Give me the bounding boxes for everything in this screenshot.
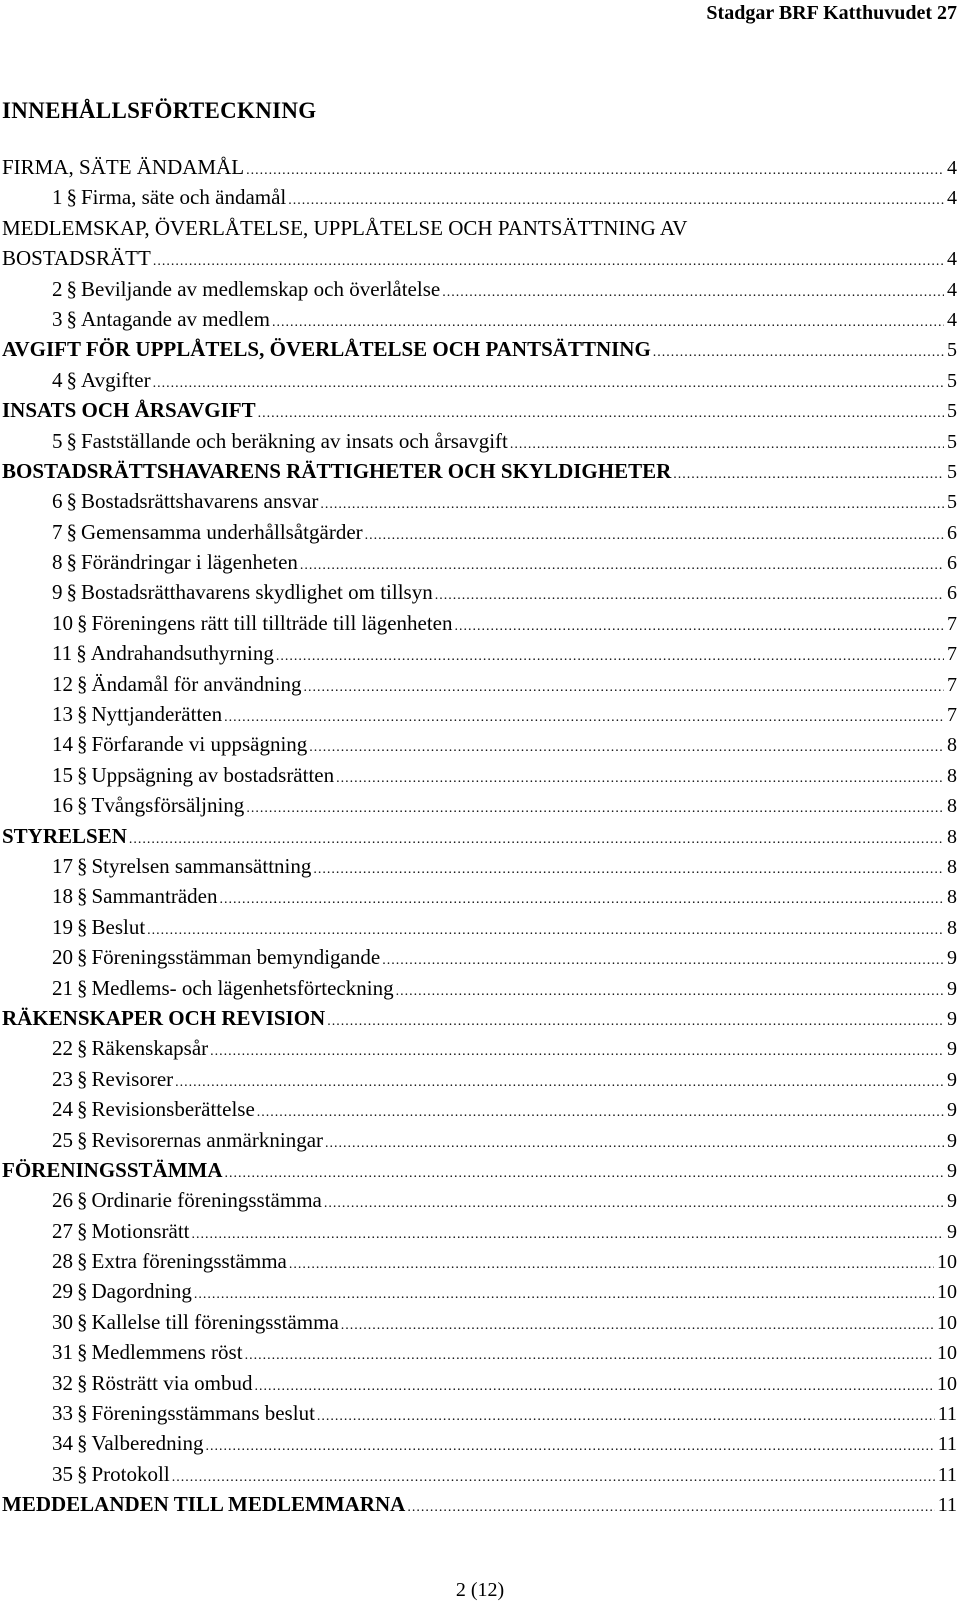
section-number: 8 <box>52 550 63 575</box>
section-title: Revisorer <box>91 1066 174 1091</box>
dot-leader <box>300 558 944 574</box>
section-title: Räkenskapsår <box>91 1036 209 1061</box>
toc-section-entry[interactable] <box>2 1128 957 1158</box>
toc-entry-label <box>52 793 244 818</box>
toc-section-entry[interactable] <box>2 1188 957 1218</box>
toc-chapter-entry[interactable] <box>2 398 957 428</box>
section-number: 11 <box>52 641 73 666</box>
section-title: Medlems- och lägenhetsförteckning <box>91 975 394 1000</box>
section-sign: § <box>66 489 77 514</box>
toc-section-entry[interactable] <box>2 884 957 914</box>
section-number: 24 <box>52 1097 73 1122</box>
toc-entry-label <box>52 185 286 210</box>
toc-page-number: 11 <box>937 1463 957 1486</box>
toc-chapter-entry[interactable] <box>2 1158 957 1188</box>
toc-entry-label <box>52 732 307 757</box>
dot-leader <box>325 1136 944 1152</box>
dot-leader <box>255 1379 935 1395</box>
toc-page-number: 7 <box>947 673 957 696</box>
toc-entry-label: INSATS OCH ÅRSAVGIFT <box>2 398 256 423</box>
toc-page-number: 5 <box>947 400 957 423</box>
section-sign: § <box>66 428 77 453</box>
section-sign: § <box>66 580 77 605</box>
section-sign: § <box>77 914 88 939</box>
section-number: 19 <box>52 914 73 939</box>
toc-entry-label <box>52 641 274 666</box>
toc-page-number: 10 <box>937 1342 957 1365</box>
toc-entry-label <box>52 1249 287 1274</box>
toc-page-number: 8 <box>947 825 957 848</box>
toc-section-entry[interactable] <box>2 277 957 307</box>
section-number: 25 <box>52 1127 73 1152</box>
section-title: Bostadsrättshavarens ansvar <box>81 489 319 514</box>
section-number: 16 <box>52 793 73 818</box>
section-sign: § <box>77 762 88 787</box>
toc-entry-label: BOSTADSRÄTTSHAVARENS RÄTTIGHETER OCH SKYLDIGHETER <box>2 458 672 483</box>
section-title: Revisorernas anmärkningar <box>91 1127 324 1152</box>
toc-chapter-entry[interactable] <box>2 155 957 185</box>
section-number: 34 <box>52 1431 73 1456</box>
toc-heading: INNEHÅLLSFÖRTECKNING <box>2 98 317 123</box>
table-of-contents <box>2 155 957 1523</box>
dot-leader <box>147 923 944 939</box>
toc-page-number: 10 <box>937 1281 957 1304</box>
toc-section-entry[interactable] <box>2 1097 957 1127</box>
dot-leader <box>288 193 944 209</box>
section-title: Förändringar i lägenheten <box>81 550 298 575</box>
toc-section-entry[interactable] <box>2 763 957 793</box>
toc-section-entry[interactable] <box>2 580 957 610</box>
toc-section-entry[interactable] <box>2 1371 957 1401</box>
section-sign: § <box>77 945 88 970</box>
toc-entry-label <box>52 1036 208 1061</box>
toc-page-number: 4 <box>947 278 957 301</box>
dot-leader <box>442 285 944 301</box>
section-number: 32 <box>52 1370 73 1395</box>
dot-leader <box>153 376 944 392</box>
toc-entry-label <box>52 1067 173 1092</box>
dot-leader <box>407 1500 934 1516</box>
toc-page-number: 8 <box>947 916 957 939</box>
toc-page-number: 4 <box>947 308 957 331</box>
running-header: Stadgar BRF Katthuvudet 27 <box>706 2 957 24</box>
dot-leader <box>653 345 944 361</box>
dot-leader <box>258 406 944 422</box>
section-number: 13 <box>52 702 73 727</box>
dot-leader <box>175 1075 944 1091</box>
section-number: 30 <box>52 1309 73 1334</box>
section-title: Ändamål för användning <box>91 671 302 696</box>
toc-section-entry[interactable] <box>2 1431 957 1461</box>
section-title: Gemensamma underhållsåtgärder <box>81 519 363 544</box>
toc-chapter-entry[interactable] <box>2 246 957 276</box>
toc-entry-label <box>52 702 222 727</box>
toc-entry-label <box>52 429 508 454</box>
section-title: Föreningsstämman bemyndigande <box>91 945 381 970</box>
toc-entry-label <box>52 1401 315 1426</box>
toc-page-number: 9 <box>947 1190 957 1213</box>
dot-leader <box>341 1318 934 1334</box>
toc-page-number: 11 <box>937 1433 957 1456</box>
dot-leader <box>327 1014 944 1030</box>
toc-page-number: 5 <box>947 491 957 514</box>
toc-entry-label <box>52 368 151 393</box>
section-title: Andrahandsuthyrning <box>90 641 274 666</box>
section-sign: § <box>77 702 88 727</box>
section-sign: § <box>77 853 88 878</box>
section-number: 26 <box>52 1188 73 1213</box>
section-number: 27 <box>52 1218 73 1243</box>
toc-entry-label <box>52 915 145 940</box>
toc-page-number: 7 <box>947 704 957 727</box>
toc-section-entry[interactable] <box>2 1249 957 1279</box>
toc-page-number: 6 <box>947 582 957 605</box>
section-number: 15 <box>52 762 73 787</box>
toc-section-entry[interactable] <box>2 489 957 519</box>
section-sign: § <box>77 1431 88 1456</box>
section-sign: § <box>77 1340 88 1365</box>
toc-entry-label <box>52 1097 255 1122</box>
dot-leader <box>382 953 944 969</box>
toc-entry-label <box>52 1371 253 1396</box>
dot-leader <box>303 680 944 696</box>
section-title: Uppsägning av bostadsrätten <box>91 762 335 787</box>
section-number: 5 <box>52 428 63 453</box>
toc-chapter-entry[interactable] <box>2 337 957 367</box>
section-sign: § <box>77 1401 88 1426</box>
section-title: Motionsrätt <box>91 1218 190 1243</box>
toc-entry-label <box>52 945 380 970</box>
dot-leader <box>324 1196 944 1212</box>
section-sign: § <box>66 367 77 392</box>
toc-entry-label: RÄKENSKAPER OCH REVISION <box>2 1005 326 1030</box>
dot-leader <box>246 801 944 817</box>
section-sign: § <box>66 306 77 331</box>
section-sign: § <box>77 884 88 909</box>
toc-entry-label <box>52 1340 243 1365</box>
toc-page-number: 5 <box>947 369 957 392</box>
dot-leader <box>365 528 944 544</box>
dot-leader <box>224 710 944 726</box>
dot-leader <box>272 315 944 331</box>
dot-leader <box>435 588 944 604</box>
toc-entry-label <box>52 672 301 697</box>
section-number: 35 <box>52 1461 73 1486</box>
toc-entry-label: AVGIFT FÖR UPPLÅTELS, ÖVERLÅTELSE OCH PANTSÄTTNING <box>2 337 651 362</box>
toc-page-number: 9 <box>947 947 957 970</box>
dot-leader <box>309 740 944 756</box>
toc-entry-label <box>52 763 334 788</box>
section-title: Förfarande vi uppsägning <box>91 732 308 757</box>
toc-page-number: 8 <box>947 734 957 757</box>
toc-section-entry[interactable] <box>2 672 957 702</box>
toc-entry-label: FIRMA, SÄTE ÄNDAMÅL <box>2 155 245 179</box>
section-number: 20 <box>52 945 73 970</box>
toc-page-number: 11 <box>937 1403 957 1426</box>
toc-page-number: 10 <box>937 1372 957 1395</box>
section-number: 1 <box>52 185 63 210</box>
dot-leader <box>225 1166 944 1182</box>
section-title: Rösträtt via ombud <box>91 1370 253 1395</box>
toc-page-number: 9 <box>947 1038 957 1061</box>
toc-section-entry[interactable] <box>2 793 957 823</box>
section-number: 14 <box>52 732 73 757</box>
dot-leader <box>205 1439 934 1455</box>
toc-entry-label: BOSTADSRÄTT <box>2 246 151 271</box>
section-number: 28 <box>52 1249 73 1274</box>
section-sign: § <box>77 671 88 696</box>
dot-leader <box>510 437 944 453</box>
toc-section-entry[interactable] <box>2 854 957 884</box>
toc-page-number: 9 <box>947 1099 957 1122</box>
section-title: Styrelsen sammansättning <box>91 853 312 878</box>
section-number: 3 <box>52 306 63 331</box>
toc-section-entry[interactable] <box>2 368 957 398</box>
toc-entry-label <box>52 489 318 514</box>
section-title: Ordinarie föreningsstämma <box>91 1188 322 1213</box>
dot-leader <box>172 1470 935 1486</box>
toc-page-number: 5 <box>947 339 957 362</box>
toc-section-entry[interactable] <box>2 1279 957 1309</box>
toc-page-number: 4 <box>947 187 957 210</box>
toc-page-number: 7 <box>947 612 957 635</box>
section-sign: § <box>77 1279 88 1304</box>
section-title: Dagordning <box>91 1279 192 1304</box>
toc-page-number: 6 <box>947 552 957 575</box>
toc-section-entry[interactable] <box>2 1036 957 1066</box>
dot-leader <box>192 1227 945 1243</box>
section-title: Kallelse till föreningsstämma <box>91 1309 339 1334</box>
toc-page-number: 4 <box>947 248 957 271</box>
section-sign: § <box>77 1461 88 1486</box>
dot-leader <box>219 892 944 908</box>
toc-section-entry[interactable] <box>2 945 957 975</box>
toc-section-entry[interactable] <box>2 185 957 215</box>
dot-leader <box>194 1287 934 1303</box>
section-sign: § <box>77 1249 88 1274</box>
toc-chapter-entry[interactable] <box>2 824 957 854</box>
section-sign: § <box>77 793 88 818</box>
section-sign: § <box>77 1097 88 1122</box>
section-sign: § <box>77 1036 88 1061</box>
toc-entry-label <box>52 1128 323 1153</box>
toc-entry-label <box>52 1431 203 1456</box>
toc-page-number: 9 <box>947 977 957 1000</box>
toc-page-number: 6 <box>947 521 957 544</box>
toc-section-entry[interactable] <box>2 702 957 732</box>
section-title: Extra föreningsstämma <box>91 1249 287 1274</box>
section-title: Avgifter <box>81 367 151 392</box>
section-number: 10 <box>52 610 73 635</box>
toc-section-entry[interactable] <box>2 641 957 671</box>
section-sign: § <box>77 1127 88 1152</box>
section-sign: § <box>76 641 87 666</box>
section-title: Fastställande och beräkning av insats och årsavgift <box>81 428 508 453</box>
section-sign: § <box>77 610 88 635</box>
section-number: 9 <box>52 580 63 605</box>
dot-leader <box>455 619 945 635</box>
toc-entry-label <box>52 611 453 636</box>
section-title: Antagande av medlem <box>81 306 270 331</box>
section-sign: § <box>66 550 77 575</box>
toc-page-number: 5 <box>947 460 957 483</box>
toc-entry-label <box>52 277 440 302</box>
section-title: Medlemmens röst <box>91 1340 243 1365</box>
dot-leader <box>673 467 944 483</box>
toc-page-number: 10 <box>937 1251 957 1274</box>
toc-section-entry[interactable] <box>2 1310 957 1340</box>
toc-page-number: 8 <box>947 764 957 787</box>
dot-leader <box>257 1105 944 1121</box>
toc-chapter-entry[interactable] <box>2 459 957 489</box>
toc-page-number: 9 <box>947 1159 957 1182</box>
section-sign: § <box>66 519 77 544</box>
section-title: Föreningsstämmans beslut <box>91 1401 315 1426</box>
toc-chapter-entry[interactable] <box>2 1492 957 1522</box>
section-title: Firma, säte och ändamål <box>81 185 287 210</box>
section-title: Revisionsberättelse <box>91 1097 255 1122</box>
toc-section-entry[interactable] <box>2 976 957 1006</box>
section-title: Valberedning <box>91 1431 204 1456</box>
dot-leader <box>153 254 944 270</box>
toc-entry-label <box>52 1462 170 1487</box>
toc-page-number: 7 <box>947 643 957 666</box>
toc-entry-label <box>52 307 270 332</box>
section-title: Tvångsförsäljning <box>91 793 245 818</box>
section-sign: § <box>77 1188 88 1213</box>
section-title: Beslut <box>91 914 146 939</box>
toc-chapter-entry[interactable] <box>2 216 957 246</box>
section-number: 21 <box>52 975 73 1000</box>
toc-page-number: 4 <box>947 157 957 179</box>
toc-page-number: 9 <box>947 1129 957 1152</box>
toc-entry-label: STYRELSEN <box>2 823 127 848</box>
toc-section-entry[interactable] <box>2 732 957 762</box>
toc-entry-label <box>52 884 217 909</box>
section-number: 23 <box>52 1066 73 1091</box>
toc-entry-label <box>52 520 363 545</box>
section-number: 33 <box>52 1401 73 1426</box>
toc-page-number: 9 <box>947 1220 957 1243</box>
toc-page-number: 5 <box>947 430 957 453</box>
toc-entry-label <box>52 854 311 879</box>
toc-entry-label: FÖRENINGSSTÄMMA <box>2 1157 223 1182</box>
section-number: 22 <box>52 1036 73 1061</box>
toc-section-entry[interactable] <box>2 915 957 945</box>
toc-page-number: 8 <box>947 855 957 878</box>
toc-section-entry[interactable] <box>2 429 957 459</box>
section-number: 18 <box>52 884 73 909</box>
dot-leader <box>246 163 944 179</box>
section-number: 29 <box>52 1279 73 1304</box>
toc-chapter-entry[interactable] <box>2 1006 957 1036</box>
toc-page-number: 9 <box>947 1007 957 1030</box>
dot-leader <box>396 984 944 1000</box>
toc-entry-label <box>52 1279 192 1304</box>
section-number: 2 <box>52 276 63 301</box>
section-sign: § <box>66 276 77 301</box>
toc-section-entry[interactable] <box>2 1219 957 1249</box>
section-number: 6 <box>52 489 63 514</box>
section-title: Bostadsrätthavarens skydlighet om tillsyn <box>81 580 433 605</box>
dot-leader <box>210 1044 944 1060</box>
page-number: 2 (12) <box>455 1579 505 1601</box>
toc-entry-label <box>52 1188 322 1213</box>
section-title: Sammanträden <box>91 884 218 909</box>
toc-page-number: 11 <box>937 1494 957 1517</box>
dot-leader <box>129 832 944 848</box>
section-number: 17 <box>52 853 73 878</box>
dot-leader <box>245 1348 934 1364</box>
toc-section-entry[interactable] <box>2 1067 957 1097</box>
section-number: 4 <box>52 367 63 392</box>
dot-leader <box>276 649 944 665</box>
dot-leader <box>289 1257 934 1273</box>
section-title: Föreningens rätt till tillträde till lägenheten <box>91 610 453 635</box>
toc-section-entry[interactable] <box>2 1462 957 1492</box>
section-number: 31 <box>52 1340 73 1365</box>
toc-section-entry[interactable] <box>2 1401 957 1431</box>
section-number: 7 <box>52 519 63 544</box>
toc-page-number: 8 <box>947 795 957 818</box>
toc-entry-label: MEDLEMSKAP, ÖVERLÅTELSE, UPPLÅTELSE OCH PANTSÄTTNING AV <box>2 215 688 240</box>
section-title: Protokoll <box>91 1461 170 1486</box>
section-sign: § <box>77 975 88 1000</box>
dot-leader <box>317 1409 935 1425</box>
toc-entry-label <box>52 976 394 1001</box>
toc-section-entry[interactable] <box>2 550 957 580</box>
toc-page-number: 10 <box>937 1311 957 1334</box>
toc-entry-label: MEDDELANDEN TILL MEDLEMMARNA <box>2 1492 406 1517</box>
toc-page-number: 8 <box>947 886 957 909</box>
section-sign: § <box>77 1066 88 1091</box>
toc-section-entry[interactable] <box>2 1340 957 1370</box>
dot-leader <box>336 771 944 787</box>
section-number: 12 <box>52 671 73 696</box>
toc-entry-label <box>52 1310 339 1335</box>
toc-entry-label <box>52 1219 190 1244</box>
section-sign: § <box>77 1218 88 1243</box>
toc-section-entry[interactable] <box>2 611 957 641</box>
toc-entry-label <box>52 580 433 605</box>
section-sign: § <box>77 1370 88 1395</box>
toc-section-entry[interactable] <box>2 307 957 337</box>
toc-page-number: 9 <box>947 1068 957 1091</box>
section-sign: § <box>77 1309 88 1334</box>
toc-section-entry[interactable] <box>2 520 957 550</box>
section-title: Beviljande av medlemskap och överlåtelse <box>81 276 441 301</box>
dot-leader <box>320 497 944 513</box>
section-title: Nyttjanderätten <box>91 702 223 727</box>
dot-leader <box>313 862 944 878</box>
section-sign: § <box>66 185 77 210</box>
section-sign: § <box>77 732 88 757</box>
toc-entry-label <box>52 550 298 575</box>
